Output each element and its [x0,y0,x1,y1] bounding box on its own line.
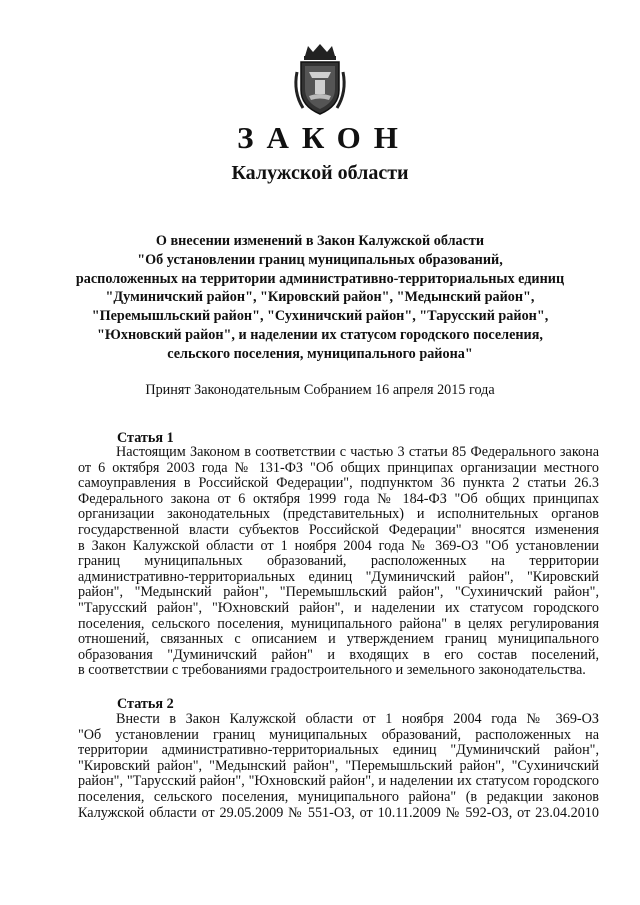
text-line: границ муниципальных образований, расположенных на территории [78,554,599,570]
text-line: отношений, связанных с описанием и утверждением границ муниципального [78,632,599,648]
text-line: организации законодательных (представительных) и исполнительных органов [78,507,599,523]
text-line: Федерального закона от 6 октября 1999 года № 184-ФЗ "Об общих принципах [78,491,599,507]
document-title: ЗАКОН [237,120,411,155]
text-line: в Закон Калужской области от 1 ноября 2004 года № 369-ОЗ "Об установлении [78,538,599,554]
text-line: Калужской области от 29.05.2009 № 551-ОЗ, от 10.11.2009 № 592-ОЗ, от 23.04.2010 [78,805,599,821]
text-line: поселения, сельского поселения, муниципального района" в целях регулирования [78,616,599,632]
adoption-date: Принят Законодательным Собранием 16 апреля 2015 года [145,382,495,398]
law-name-line: "Юхновский район", и наделении их статусом городского поселения, [97,326,543,343]
text-line: поселения, сельского поселения, муниципального района" (в редакции законов [78,789,599,805]
text-line: район", "Тарусский район", "Юхновский район", и наделении их статусом городского [78,774,599,790]
text-line: самоуправления в Российской Федерации", подпунктом 36 пункта 2 статьи 26.3 [78,476,599,492]
text-line: район", "Медынский район", "Перемышльский район", "Сухиничский район", [78,585,599,601]
document-subtitle: Калужской области [231,162,409,184]
article-1-title: Статья 1 [117,430,174,446]
text-line: образования "Думиничский район" и входящих в его состав поселений, [78,647,599,663]
text-line: государственной власти субъектов Российской Федерации" вносятся изменения [78,522,599,538]
law-name-line: "Об установлении границ муниципальных образований, [137,251,503,268]
law-name-line: "Перемышльский район", "Сухиничский район", "Тарусский район", [91,308,549,325]
law-name-line: расположенных на территории административно-территориальных единиц [75,270,565,287]
text-line: территории административно-территориальных единиц "Думиничский район", [78,743,599,759]
coat-of-arms-icon [291,42,349,118]
article-2-body [78,712,599,821]
text-line: Внести в Закон Калужской области от 1 ноября 2004 года № 369-ОЗ [116,712,599,727]
law-name-line: "Думиничский район", "Кировский район", "Медынский район", [105,289,535,306]
text-line: "Тарусский район", "Юхновский район", и наделении их статусом городского [78,600,599,616]
text-line: "Кировский район", "Медынский район", "Перемышльский район", "Сухиничский [78,758,599,774]
text-line: административно-территориальных единиц "Думиничский район", "Кировский [78,569,599,585]
text-line: Настоящим Законом в соответствии с частью 3 статьи 85 Федерального закона [116,445,599,460]
law-name-line: сельского поселения, муниципального района" [167,345,473,362]
text-line: от 6 октября 2003 года № 131-ФЗ "Об общих принципах организации местного [78,460,599,476]
law-name [60,232,580,364]
article-2-title: Статья 2 [117,696,174,712]
text-line: "Об установлении границ муниципальных образований, расположенных на [78,727,599,743]
law-name-line: О внесении изменений в Закон Калужской области [155,233,485,249]
text-line: в соответствии с требованиями градостроительного и земельного законодательства. [78,663,586,679]
article-1-body [78,445,599,679]
